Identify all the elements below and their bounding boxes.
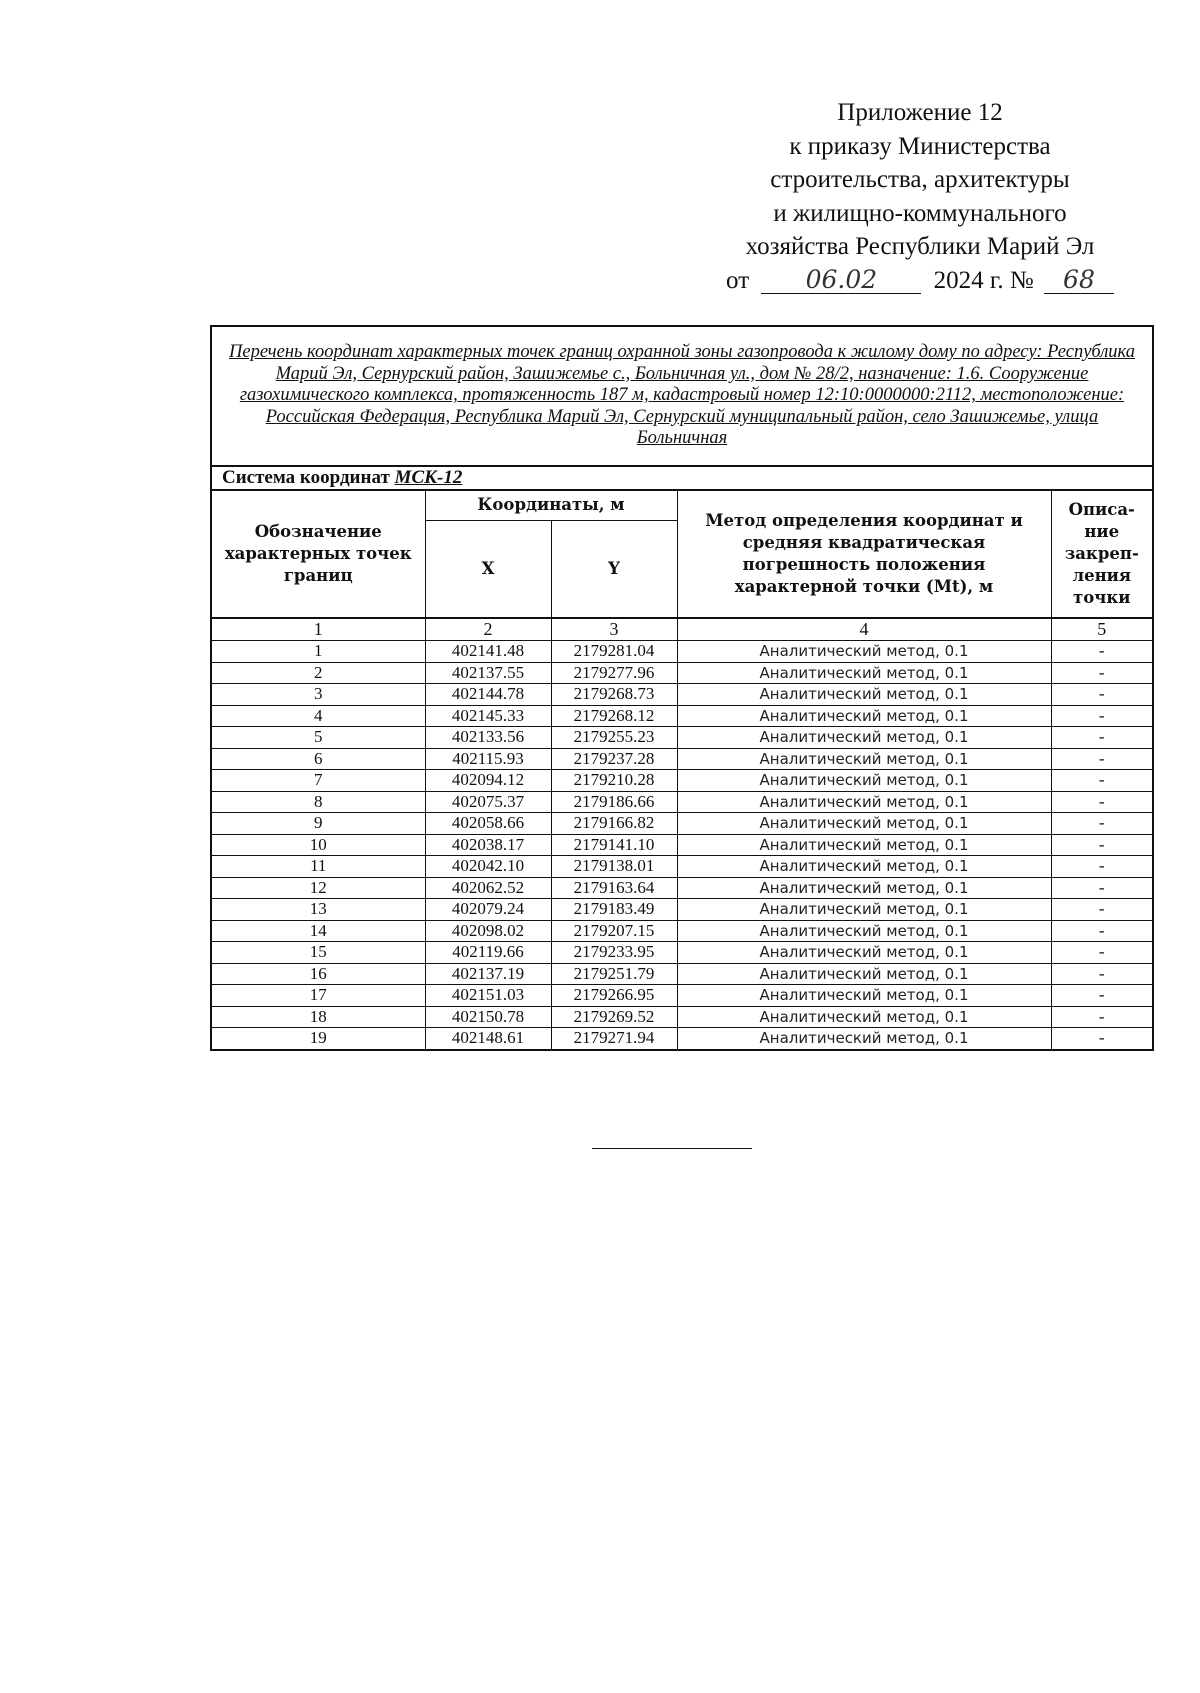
table-row: [211, 963, 1153, 985]
appendix-line: и жилищно-коммунального: [773, 199, 1067, 227]
point-number-cell: 5: [211, 727, 425, 749]
column-number: 2: [425, 618, 551, 641]
point-number-cell: 18: [211, 1006, 425, 1028]
y-coordinate-cell: 2179268.73: [551, 684, 677, 706]
y-coordinate-cell: 2179281.04: [551, 641, 677, 663]
description-cell: -: [1051, 942, 1153, 964]
table-row: [211, 899, 1153, 921]
x-coordinate-cell: 402133.56: [425, 727, 551, 749]
from-label: от: [726, 266, 750, 294]
table-row: [211, 684, 1153, 706]
x-coordinate-cell: 402145.33: [425, 705, 551, 727]
point-number-cell: 7: [211, 770, 425, 792]
description-cell: -: [1051, 791, 1153, 813]
header-method: Метод определения координат и средняя квадратическая погрешность положения характерной точки (Mt), м: [677, 490, 1051, 618]
y-coordinate-cell: 2179210.28: [551, 770, 677, 792]
x-coordinate-cell: 402137.55: [425, 662, 551, 684]
table-row: [211, 1006, 1153, 1028]
x-coordinate-cell: 402141.48: [425, 641, 551, 663]
y-coordinate-cell: 2179186.66: [551, 791, 677, 813]
x-coordinate-cell: 402119.66: [425, 942, 551, 964]
point-number-cell: 14: [211, 920, 425, 942]
table-row: [211, 791, 1153, 813]
table-body: [211, 641, 1153, 1050]
handwritten-order-number: 68: [1044, 267, 1114, 294]
table-head: [211, 326, 1153, 641]
point-number-cell: 1: [211, 641, 425, 663]
x-coordinate-cell: 402058.66: [425, 813, 551, 835]
description-cell: -: [1051, 641, 1153, 663]
y-coordinate-cell: 2179255.23: [551, 727, 677, 749]
point-number-cell: 9: [211, 813, 425, 835]
description-cell: -: [1051, 770, 1153, 792]
description-cell: -: [1051, 684, 1153, 706]
table-row: [211, 942, 1153, 964]
table-row: [211, 813, 1153, 835]
x-coordinate-cell: 402115.93: [425, 748, 551, 770]
x-coordinate-cell: 402098.02: [425, 920, 551, 942]
point-number-cell: 6: [211, 748, 425, 770]
method-cell: Аналитический метод, 0.1: [677, 877, 1051, 899]
coordinate-system-code: МСК-12: [394, 467, 463, 488]
table-row: [211, 920, 1153, 942]
x-coordinate-cell: 402038.17: [425, 834, 551, 856]
y-coordinate-cell: 2179237.28: [551, 748, 677, 770]
y-coordinate-cell: 2179138.01: [551, 856, 677, 878]
point-number-cell: 8: [211, 791, 425, 813]
table-row: [211, 748, 1153, 770]
method-cell: Аналитический метод, 0.1: [677, 662, 1051, 684]
y-coordinate-cell: 2179163.64: [551, 877, 677, 899]
method-cell: Аналитический метод, 0.1: [677, 1006, 1051, 1028]
end-divider: [592, 1148, 752, 1149]
header-point: Обозначение характерных точек границ: [211, 490, 425, 618]
point-number-cell: 4: [211, 705, 425, 727]
coordinate-system: [211, 466, 1153, 490]
method-cell: Аналитический метод, 0.1: [677, 748, 1051, 770]
table-row: [211, 727, 1153, 749]
description-cell: -: [1051, 963, 1153, 985]
appendix-title: Приложение 12: [837, 99, 1003, 126]
point-number-cell: 12: [211, 877, 425, 899]
year-label: 2024 г. №: [933, 266, 1034, 294]
y-coordinate-cell: 2179277.96: [551, 662, 677, 684]
method-cell: Аналитический метод, 0.1: [677, 899, 1051, 921]
description-cell: -: [1051, 662, 1153, 684]
description-cell: -: [1051, 985, 1153, 1007]
x-coordinate-cell: 402150.78: [425, 1006, 551, 1028]
description-cell: -: [1051, 834, 1153, 856]
table-caption: Перечень координат характерных точек границ охранной зоны газопровода к жилому дому по адресу: Республика Марий Эл, Сернурский район, Зашижемье с., Больничная ул., дом № 28/2, назначение: 1.6. Сооружение газохимического комплекса, протяженность 187 м, кадастровый номер 12:10:0000000:2112, местоположение: Российская Федерация, Республика Марий Эл, Сернурский муниципальный район, село Зашижемье, улица Больничная: [211, 326, 1153, 466]
x-coordinate-cell: 402094.12: [425, 770, 551, 792]
description-cell: -: [1051, 856, 1153, 878]
description-cell: -: [1051, 748, 1153, 770]
description-cell: -: [1051, 1006, 1153, 1028]
y-coordinate-cell: 2179266.95: [551, 985, 677, 1007]
method-cell: Аналитический метод, 0.1: [677, 963, 1051, 985]
description-cell: -: [1051, 1028, 1153, 1050]
y-coordinate-cell: 2179141.10: [551, 834, 677, 856]
description-cell: -: [1051, 727, 1153, 749]
handwritten-date: 06.02: [761, 267, 921, 294]
method-cell: Аналитический метод, 0.1: [677, 985, 1051, 1007]
x-coordinate-cell: 402079.24: [425, 899, 551, 921]
table-row: [211, 705, 1153, 727]
y-coordinate-cell: 2179271.94: [551, 1028, 677, 1050]
table-row: [211, 662, 1153, 684]
y-coordinate-cell: 2179251.79: [551, 963, 677, 985]
header-y: Y: [551, 520, 677, 618]
description-cell: -: [1051, 705, 1153, 727]
column-number: 3: [551, 618, 677, 641]
point-number-cell: 2: [211, 662, 425, 684]
y-coordinate-cell: 2179207.15: [551, 920, 677, 942]
point-number-cell: 11: [211, 856, 425, 878]
coordinate-system-label: Система координат: [222, 467, 390, 488]
header-x: X: [425, 520, 551, 618]
method-cell: Аналитический метод, 0.1: [677, 641, 1051, 663]
method-cell: Аналитический метод, 0.1: [677, 834, 1051, 856]
method-cell: Аналитический метод, 0.1: [677, 770, 1051, 792]
x-coordinate-cell: 402148.61: [425, 1028, 551, 1050]
point-number-cell: 19: [211, 1028, 425, 1050]
y-coordinate-cell: 2179233.95: [551, 942, 677, 964]
appendix-line: к приказу Министерства: [789, 132, 1051, 160]
table-row: [211, 856, 1153, 878]
method-cell: Аналитический метод, 0.1: [677, 920, 1051, 942]
method-cell: Аналитический метод, 0.1: [677, 684, 1051, 706]
table-row: [211, 770, 1153, 792]
table-row: [211, 877, 1153, 899]
table-row: [211, 985, 1153, 1007]
point-number-cell: 3: [211, 684, 425, 706]
order-date-line: [715, 264, 1125, 298]
description-cell: -: [1051, 899, 1153, 921]
method-cell: Аналитический метод, 0.1: [677, 1028, 1051, 1050]
x-coordinate-cell: 402144.78: [425, 684, 551, 706]
x-coordinate-cell: 402062.52: [425, 877, 551, 899]
point-number-cell: 13: [211, 899, 425, 921]
x-coordinate-cell: 402151.03: [425, 985, 551, 1007]
method-cell: Аналитический метод, 0.1: [677, 705, 1051, 727]
method-cell: Аналитический метод, 0.1: [677, 727, 1051, 749]
header-description: Описа-ние закреп-ления точки: [1051, 490, 1153, 618]
table-row: [211, 834, 1153, 856]
y-coordinate-cell: 2179166.82: [551, 813, 677, 835]
method-cell: Аналитический метод, 0.1: [677, 856, 1051, 878]
column-number-row: [211, 618, 1153, 641]
column-number: 5: [1051, 618, 1153, 641]
appendix-header: [715, 96, 1125, 297]
y-coordinate-cell: 2179268.12: [551, 705, 677, 727]
x-coordinate-cell: 402042.10: [425, 856, 551, 878]
method-cell: Аналитический метод, 0.1: [677, 791, 1051, 813]
method-cell: Аналитический метод, 0.1: [677, 813, 1051, 835]
table-row: [211, 1028, 1153, 1050]
appendix-line: строительства, архитектуры: [770, 166, 1070, 193]
x-coordinate-cell: 402137.19: [425, 963, 551, 985]
method-cell: Аналитический метод, 0.1: [677, 942, 1051, 964]
y-coordinate-cell: 2179269.52: [551, 1006, 677, 1028]
point-number-cell: 15: [211, 942, 425, 964]
x-coordinate-cell: 402075.37: [425, 791, 551, 813]
point-number-cell: 16: [211, 963, 425, 985]
point-number-cell: 17: [211, 985, 425, 1007]
appendix-line: хозяйства Республики Марий Эл: [745, 233, 1095, 260]
coordinates-table: [210, 325, 1154, 1051]
column-number: 4: [677, 618, 1051, 641]
description-cell: -: [1051, 877, 1153, 899]
column-number: 1: [211, 618, 425, 641]
table-row: [211, 641, 1153, 663]
description-cell: -: [1051, 813, 1153, 835]
point-number-cell: 10: [211, 834, 425, 856]
description-cell: -: [1051, 920, 1153, 942]
y-coordinate-cell: 2179183.49: [551, 899, 677, 921]
header-coords: Координаты, м: [425, 490, 677, 520]
